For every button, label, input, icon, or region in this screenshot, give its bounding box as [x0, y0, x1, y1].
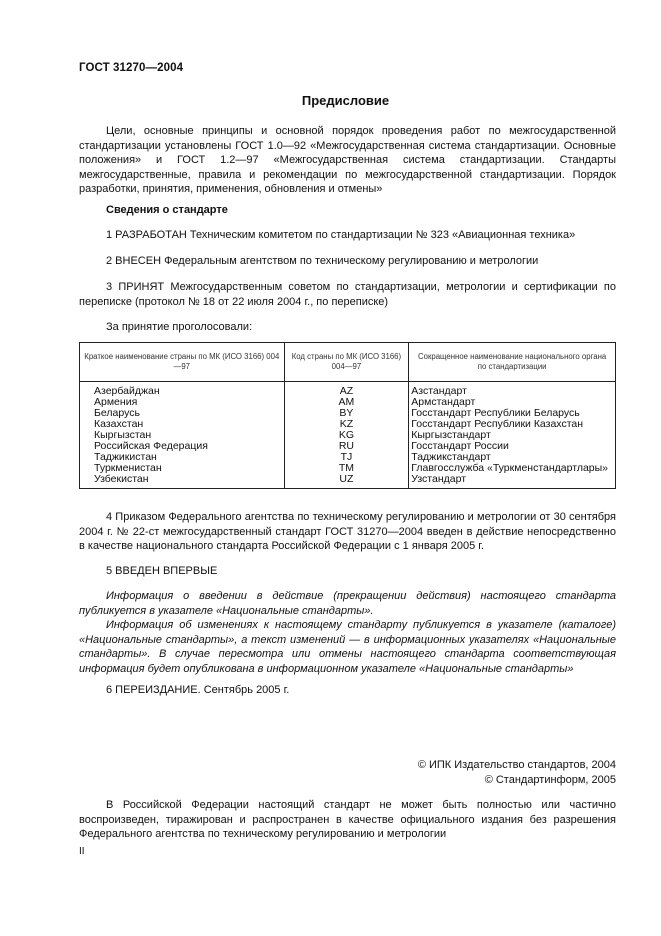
item-2-introduced: 2 ВНЕСЕН Федеральным агентством по техническому регулированию и метрологии: [106, 255, 539, 267]
country-name: Азербайджан: [80, 382, 285, 398]
voted-label: За принятие проголосовали:: [106, 321, 253, 333]
country-code: UZ: [284, 474, 409, 489]
country-name: Кыргызстан: [80, 430, 285, 441]
item-6-reissue: 6 ПЕРЕИЗДАНИЕ. Сентябрь 2005 г.: [106, 684, 290, 696]
item-3-adopted: [79, 280, 616, 309]
standards-body: Кыргызстандарт: [409, 430, 616, 441]
copyright-block: [418, 758, 616, 787]
country-name: Российская Федерация: [80, 441, 285, 452]
country-code: AZ: [284, 382, 409, 398]
country-name: Туркменистан: [80, 463, 285, 474]
country-name: Армения: [80, 397, 285, 408]
standards-body: Узстандарт: [409, 474, 616, 489]
country-code: TJ: [284, 452, 409, 463]
page-number: II: [79, 846, 85, 857]
item-1-developed: 1 РАЗРАБОТАН Техническим комитетом по стандартизации № 323 «Авиационная техника»: [106, 229, 576, 241]
header-standards-body: Сокращенное наименование национального органа по стандартизации: [409, 343, 616, 382]
restriction-text: В Российской Федерации настоящий стандарт не может быть полностью или частично воспроизведен, тиражирован и распространен в качестве официального издания без разрешения Федерального агентства по техническому регулированию и метрологии: [79, 799, 616, 841]
standards-body: Азстандарт: [409, 382, 616, 398]
page-title: Предисловие: [301, 93, 390, 108]
header-country-code: Код страны по МК (ИСО 3166) 004—97: [284, 343, 409, 382]
item-4-text: 4 Приказом Федерального агентства по техническому регулированию и метрологии от 30 сентября 2004 г. № 22-ст межгосударственный стандарт ГОСТ 31270—2004 введен в действие непосредственно в качестве национального стандарта Российской Федерации с 1 января 2005 г.: [79, 511, 616, 553]
country-code: KG: [284, 430, 409, 441]
info-heading: Сведения о стандарте: [106, 204, 228, 216]
notice-changes: [79, 618, 616, 676]
country-code: KZ: [284, 419, 409, 430]
country-code: TM: [284, 463, 409, 474]
copyright-line-2: © Стандартинформ, 2005: [484, 773, 616, 786]
item-5-first-introduced: 5 ВВЕДЕН ВПЕРВЫЕ: [106, 565, 218, 577]
standards-body: Таджикстандарт: [409, 452, 616, 463]
header-country-name: Краткое наименование страны по МК (ИСО 3166) 004—97: [80, 343, 285, 382]
notice-2-text: Информация об изменениях к настоящему стандарту публикуется в указателе (каталоге) «Национальные стандарты», а текст изменений — в информационных указателях «Национальные стандарты». В случае пересмотра или отмены настоящего стандарта соответствующая информация будет опубликована в информационном указателе «Национальные стандарты»: [79, 619, 616, 675]
standards-body: Госстандарт Республики Казахстан: [409, 419, 616, 430]
country-code: BY: [284, 408, 409, 419]
preface-paragraph: [79, 124, 616, 197]
standards-body: Госстандарт Республики Беларусь: [409, 408, 616, 419]
country-name: Таджикистан: [80, 452, 285, 463]
table-header-row: [80, 343, 616, 382]
notice-1-text: Информация о введении в действие (прекращении действия) настоящего стандарта публикуется в указателе «Национальные стандарты».: [79, 590, 616, 617]
preface-text: Цели, основные принципы и основной порядок проведения работ по межгосударственной стандартизации установлены ГОСТ 1.0—92 «Межгосударственная система стандартизации. Основные положения» и ГОСТ 1.2—97 «Межгосударственная система стандартизации. Стандарты межгосударственные, правила и рекомендации по межгосударственной стандартизации. Порядок разработки, принятия, применения, обновления и отмены»: [79, 125, 616, 196]
country-name: Узбекистан: [80, 474, 285, 489]
country-code: RU: [284, 441, 409, 452]
standards-body: Главгосслужба «Туркменстандартлары»: [409, 463, 616, 474]
country-name: Казахстан: [80, 419, 285, 430]
table-row: [80, 382, 616, 398]
country-code: AM: [284, 397, 409, 408]
standard-id-header: ГОСТ 31270—2004: [79, 62, 184, 74]
country-name: Беларусь: [80, 408, 285, 419]
notice-enactment: [79, 589, 616, 618]
standards-body: Госстандарт России: [409, 441, 616, 452]
voting-countries-table: [79, 342, 616, 489]
reproduction-restriction: [79, 798, 616, 842]
item-3-text: 3 ПРИНЯТ Межгосударственным советом по стандартизации, метрологии и сертификации по переписке (протокол № 18 от 22 июля 2004 г., по переписке): [79, 281, 616, 308]
standards-body: Армстандарт: [409, 397, 616, 408]
item-4-enacted: [79, 510, 616, 554]
table-row: [80, 474, 616, 489]
copyright-line-1: © ИПК Издательство стандартов, 2004: [417, 759, 616, 771]
